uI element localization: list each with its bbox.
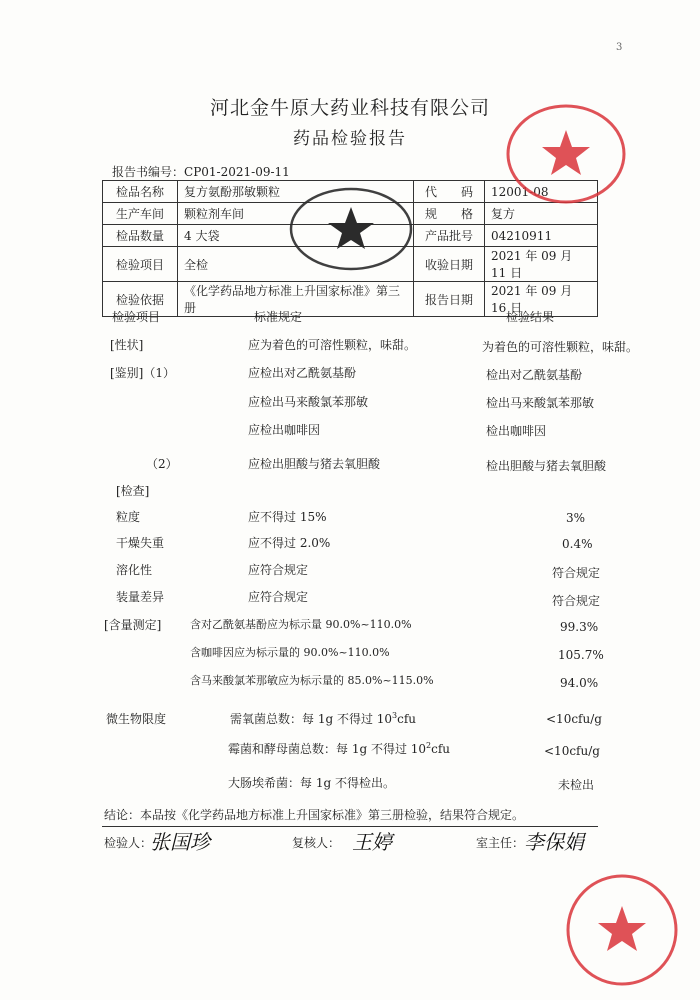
product-name-label: 检品名称: [103, 181, 178, 203]
assay-result: 99.3%: [560, 620, 599, 634]
quantity-value: 4 大袋: [178, 225, 414, 247]
reviewer-label: 复核人：: [292, 836, 341, 850]
middle-stamp: [286, 185, 416, 275]
identification-result: 检出马来酸氯苯那敏: [486, 396, 595, 410]
conclusion: 结论：本品按《化学药品地方标准上升国家标准》第三册检验，结果符合规定。: [104, 808, 525, 822]
col-header-result: 检验结果: [506, 310, 555, 324]
star-icon: [542, 130, 590, 175]
basis-value: 《化学药品地方标准上升国家标准》第三册: [178, 282, 414, 317]
star-icon: [328, 207, 374, 249]
inspection-result: 0.4%: [562, 537, 593, 551]
identification-result: 检出胆酸与猪去氧胆酸: [486, 459, 607, 473]
microbial-standard-text: 需氧菌总数：每 1g 不得过 10: [230, 712, 393, 726]
microbial-unit: cfu: [431, 742, 451, 756]
director-signature: 李保娟: [524, 830, 584, 854]
properties-result: 为着色的可溶性颗粒，味甜。: [482, 340, 639, 354]
identification-standard: 应检出马来酸氯苯那敏: [248, 395, 369, 409]
inspection-item: 干燥失重: [116, 536, 165, 550]
microbial-exponent: 3: [392, 711, 398, 720]
inspection-standard: 应不得过 15%: [248, 510, 327, 524]
batch-label: 产品批号: [414, 225, 485, 247]
assay-result: 94.0%: [560, 676, 599, 690]
item-label: 检验项目: [103, 247, 178, 282]
code-value: 12001-08: [485, 181, 598, 203]
inspection-standard: 应符合规定: [248, 590, 309, 604]
microbial-unit: cfu: [397, 712, 417, 726]
identification-standard: 应检出胆酸与猪去氧胆酸: [248, 457, 381, 471]
col-header-standard: 标准规定: [254, 310, 303, 324]
inspection-item: 溶化性: [116, 563, 153, 577]
spec-label: 规 格: [414, 203, 485, 225]
spec-value: 复方: [485, 203, 598, 225]
inspection-result: 符合规定: [552, 566, 601, 580]
item-value: 全检: [178, 247, 414, 282]
director-label: 室主任：: [476, 836, 525, 850]
receive-date-label: 收验日期: [414, 247, 485, 282]
quantity-label: 检品数量: [103, 225, 178, 247]
assay-label: [含量测定]: [104, 618, 162, 632]
inspection-label: [检查]: [116, 484, 150, 498]
document-title: 药品检验报告: [293, 129, 407, 149]
microbial-exponent: 2: [426, 741, 432, 750]
inspection-standard: 应符合规定: [248, 563, 309, 577]
assay-standard: 含对乙酰氨基酚应为标示量 90.0%~110.0%: [190, 618, 412, 631]
microbial-standard: [230, 710, 416, 727]
basis-label: 检验依据: [103, 282, 178, 317]
properties-standard: 应为着色的可溶性颗粒，味甜。: [248, 338, 417, 352]
microbial-result: <10cfu/g: [544, 744, 600, 758]
batch-value: 04210911: [485, 225, 598, 247]
report-number-value: CP01-2021-09-11: [184, 165, 290, 179]
col-header-item: 检验项目: [112, 310, 161, 324]
identification-standard: 应检出咖啡因: [248, 423, 321, 437]
receive-date-value: 2021 年 09 月 11 日: [485, 247, 598, 282]
company-name: 河北金牛原大药业科技有限公司: [209, 97, 490, 119]
inspector-label: 检验人：: [104, 836, 153, 850]
microbial-standard: 大肠埃希菌：每 1g 不得检出。: [228, 776, 395, 790]
inspector-signature: 张国珍: [150, 830, 210, 854]
properties-label: [性状]: [110, 338, 144, 352]
identification-label: [鉴别]（1）: [110, 366, 175, 380]
inspection-item: 粒度: [116, 510, 141, 524]
report-number: [112, 163, 290, 180]
workshop-value: 颗粒剂车间: [178, 203, 414, 225]
report-number-label: 报告书编号：: [112, 165, 185, 179]
top-right-stamp: [500, 100, 630, 210]
bottom-right-stamp: [560, 868, 680, 988]
microbial-standard-text: 霉菌和酵母菌总数：每 1g 不得过 10: [228, 742, 427, 756]
code-label: 代 码: [414, 181, 485, 203]
product-name-value: 复方氨酚那敏颗粒: [178, 181, 414, 203]
inspection-item: 装量差异: [116, 590, 165, 604]
microbial-result: <10cfu/g: [546, 712, 602, 726]
reviewer-signature: 王婷: [352, 830, 392, 854]
identification-result: 检出对乙酰氨基酚: [486, 368, 583, 382]
report-date-label: 报告日期: [414, 282, 485, 317]
corner-mark: 3: [616, 42, 623, 53]
microbial-label: 微生物限度: [106, 712, 167, 726]
identification-result: 检出咖啡因: [486, 424, 547, 438]
workshop-label: 生产车间: [103, 203, 178, 225]
inspection-standard: 应不得过 2.0%: [248, 536, 331, 550]
microbial-standard: [228, 740, 450, 757]
star-icon: [598, 906, 646, 951]
report-date-value: 2021 年 09 月 16 日: [485, 282, 598, 317]
inspection-result: 3%: [566, 511, 586, 525]
identification-label-2: （2）: [146, 457, 178, 471]
assay-result: 105.7%: [558, 648, 604, 662]
assay-standard: 含马来酸氯苯那敏应为标示量的 85.0%~115.0%: [190, 674, 434, 687]
microbial-result: 未检出: [558, 778, 595, 792]
assay-standard: 含咖啡因应为标示量的 90.0%~110.0%: [190, 646, 390, 659]
identification-standard: 应检出对乙酰氨基酚: [248, 366, 357, 380]
inspection-result: 符合规定: [552, 594, 601, 608]
